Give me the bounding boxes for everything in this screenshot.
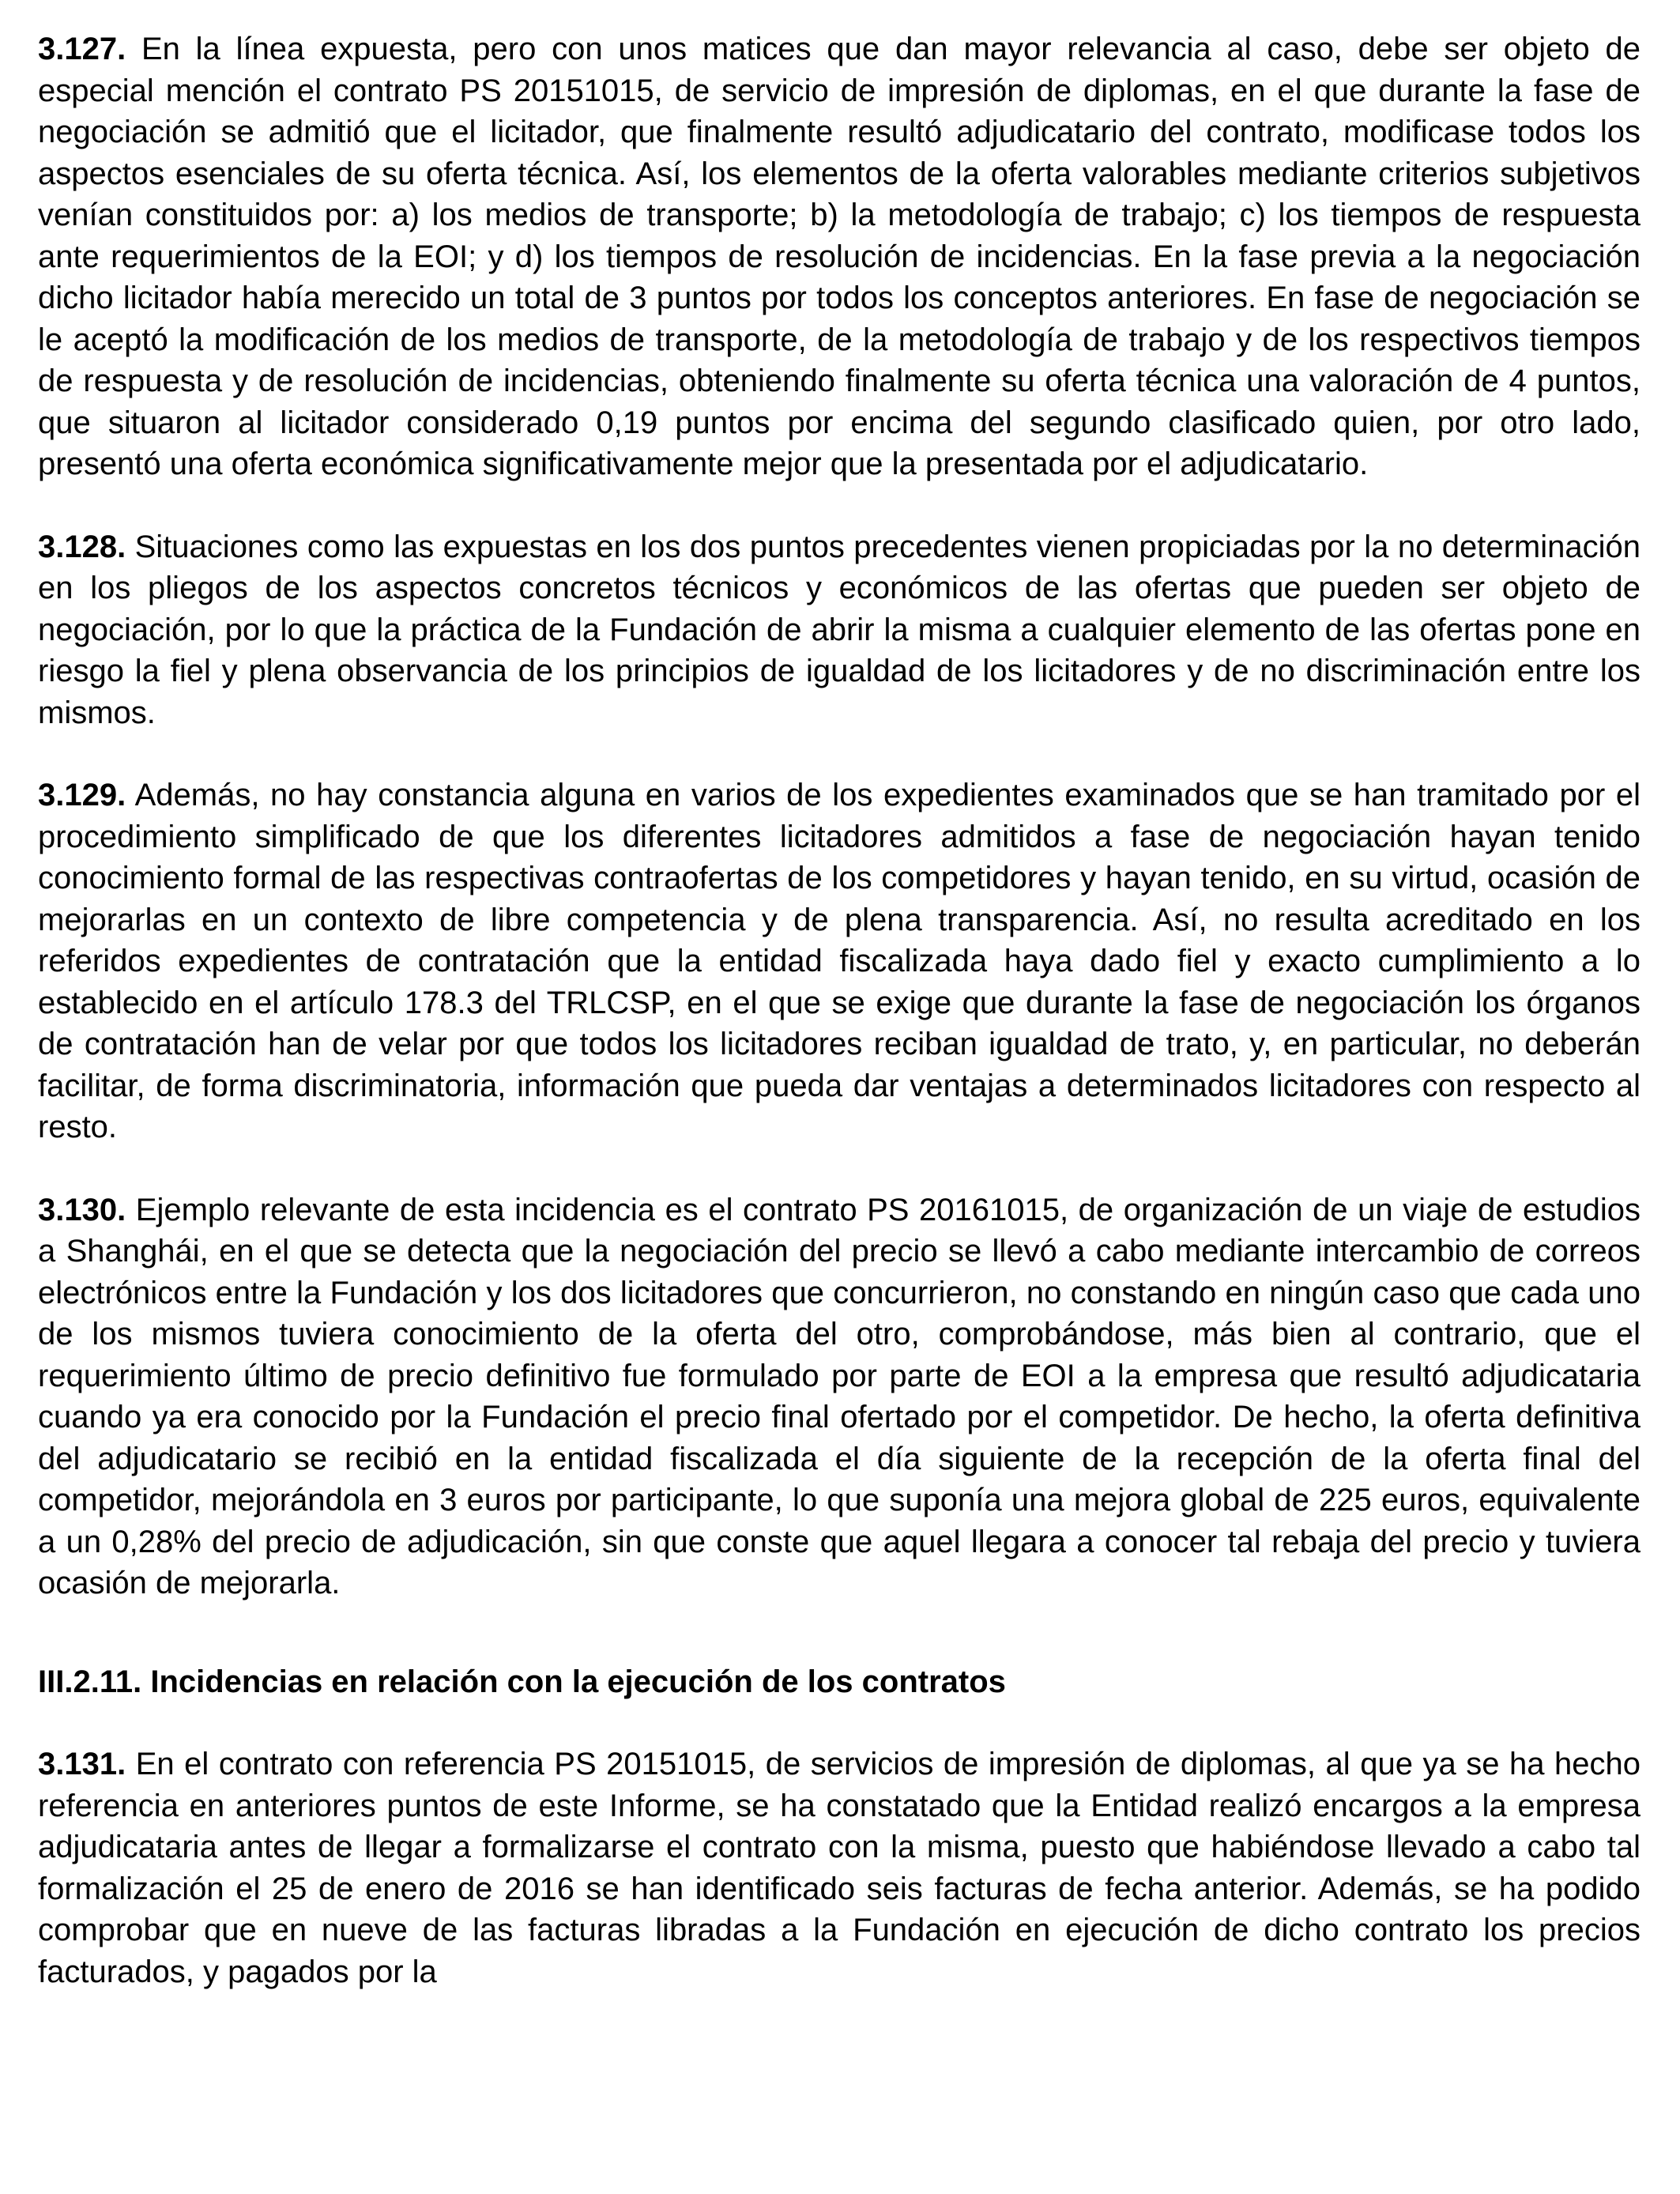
paragraph-3-130 bbox=[38, 1189, 1640, 1604]
paragraph-text: Además, no hay constancia alguna en varios de los expedientes examinados que se han tramitado por el procedimiento simplificado de que los diferentes licitadores admitidos a fase de negociación hayan tenido conocimiento formal de las respectivas contraofertas de los competidores y hayan tenido, en su virtud, ocasión de mejorarlas en un contexto de libre competencia y de plena transparencia. Así, no resulta acreditado en los referidos expedientes de contratación que la entidad fiscalizada haya dado fiel y exacto cumplimiento a lo establecido en el artículo 178.3 del TRLCSP, en el que se exige que durante la fase de negociación los órganos de contratación han de velar por que todos los licitadores reciban igualdad de trato, y, en particular, no deberán facilitar, de forma discriminatoria, información que pueda dar ventajas a determinados licitadores con respecto al resto. bbox=[38, 778, 1640, 1144]
paragraph-3-127 bbox=[38, 28, 1640, 485]
paragraph-text: Situaciones como las expuestas en los dos puntos precedentes vienen propiciadas por la no determinación en los pliegos de los aspectos concretos técnicos y económicos de las ofertas que pueden ser objeto de negociación, por lo que la práctica de la Fundación de abrir la misma a cualquier elemento de las ofertas pone en riesgo la fiel y plena observancia de los principios de igualdad de los licitadores y de no discriminación entre los mismos. bbox=[38, 529, 1640, 730]
section-heading: III.2.11. Incidencias en relación con la ejecución de los contratos bbox=[38, 1664, 1006, 1699]
paragraph-text: En la línea expuesta, pero con unos matices que dan mayor relevancia al caso, debe ser objeto de especial mención el contrato PS 20151015, de servicio de impresión de diplomas, en el que durante la fase de negociación se admitió que el licitador, que finalmente resultó adjudicatario del contrato, modificase todos los aspectos esenciales de su oferta técnica. Así, los elementos de la oferta valorables mediante criterios subjetivos venían constituidos por: a) los medios de transporte; b) la metodología de trabajo; c) los tiempos de respuesta ante requerimientos de la EOI; y d) los tiempos de resolución de incidencias. En la fase previa a la negociación dicho licitador había merecido un total de 3 puntos por todos los conceptos anteriores. En fase de negociación se le aceptó la modificación de los medios de transporte, de la metodología de trabajo y de los respectivos tiempos de respuesta y de resolución de incidencias, obteniendo finalmente su oferta técnica una valoración de 4 puntos, que situaron al licitador considerado 0,19 puntos por encima del segundo clasificado quien, por otro lado, presentó una oferta económica significativamente mejor que la presentada por el adjudicatario. bbox=[38, 32, 1640, 481]
paragraph-3-128 bbox=[38, 526, 1640, 734]
paragraph-text: Ejemplo relevante de esta incidencia es el contrato PS 20161015, de organización de un viaje de estudios a Shanghái, en el que se detecta que la negociación del precio se llevó a cabo mediante intercambio de correos electrónicos entre la Fundación y los dos licitadores que concurrieron, no constando en ningún caso que cada uno de los mismos tuviera conocimiento de la oferta del otro, comprobándose, más bien al contrario, que el requerimiento último de precio definitivo fue formulado por parte de EOI a la empresa que resultó adjudicataria cuando ya era conocido por la Fundación el precio final ofertado por el competidor. De hecho, la oferta definitiva del adjudicatario se recibió en la entidad fiscalizada el día siguiente de la recepción de la oferta final del competidor, mejorándola en 3 euros por participante, lo que suponía una mejora global de 225 euros, equivalente a un 0,28% del precio de adjudicación, sin que conste que aquel llegara a conocer tal rebaja del precio y tuviera ocasión de mejorarla. bbox=[38, 1192, 1640, 1600]
paragraph-number: 3.130. bbox=[38, 1192, 126, 1227]
paragraph-number: 3.129. bbox=[38, 778, 126, 812]
paragraph-number: 3.127. bbox=[38, 32, 126, 66]
paragraph-3-129 bbox=[38, 775, 1640, 1148]
paragraph-number: 3.131. bbox=[38, 1747, 126, 1781]
paragraph-3-131 bbox=[38, 1744, 1640, 1992]
paragraph-number: 3.128. bbox=[38, 529, 126, 564]
paragraph-text: En el contrato con referencia PS 20151015, de servicios de impresión de diplomas, al que ya se ha hecho referencia en anteriores puntos de este Informe, se ha constatado que la Entidad realizó encargos a la empresa adjudicataria antes de llegar a formalizarse el contrato con la misma, puesto que habiéndose llevado a cabo tal formalización el 25 de enero de 2016 se han identificado seis facturas de fecha anterior. Además, se ha podido comprobar que en nueve de las facturas libradas a la Fundación en ejecución de dicho contrato los precios facturados, y pagados por la bbox=[38, 1747, 1640, 1989]
document-page bbox=[38, 28, 1640, 1992]
